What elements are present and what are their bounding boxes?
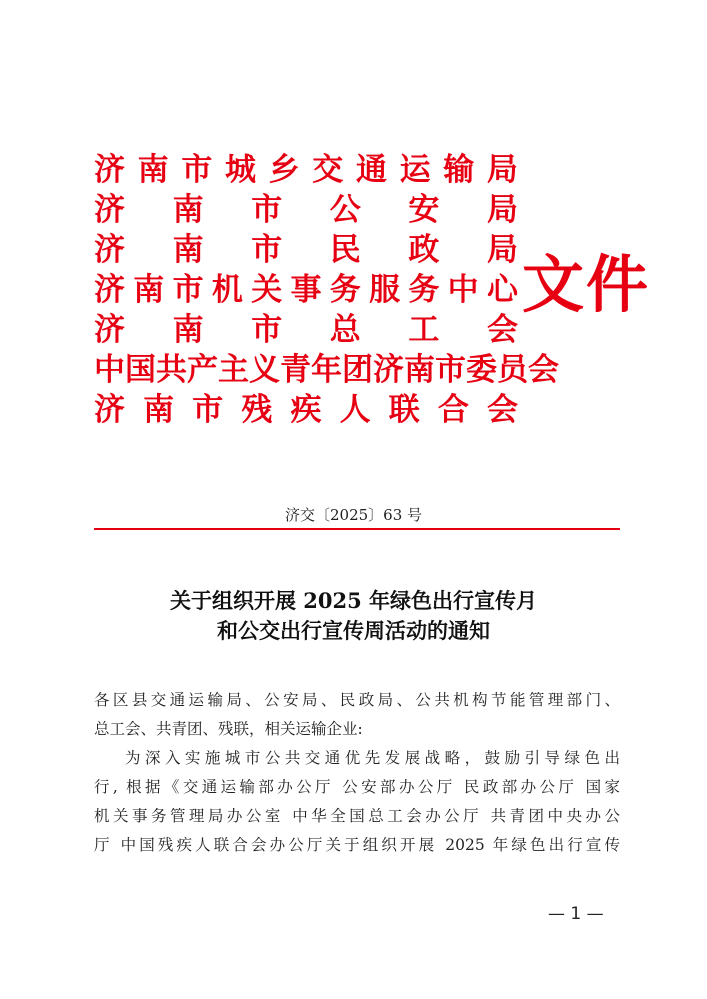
issuer-federation-of-trade-unions xyxy=(94,310,518,350)
issuer-char: 济 xyxy=(94,272,125,308)
notice-title-line-2: 和公交出行宣传周活动的通知 xyxy=(217,618,490,643)
recipients-line-1: 各区县交通运输局、公安局、民政局、公共机构节能管理部门、 xyxy=(94,691,620,709)
issuer-char: 产 xyxy=(187,352,218,388)
issuer-char: 会 xyxy=(486,312,518,348)
issuer-char: 南 xyxy=(172,192,204,228)
issuer-char: 安 xyxy=(408,192,440,228)
paragraph-1-line-2: 行, 根据《交通运输部办公厅 公安部办公厅 民政部办公厅 国家 xyxy=(94,778,620,796)
issuer-char: 交 xyxy=(312,152,344,188)
issuer-char: 南 xyxy=(172,232,204,268)
issuer-char: 事 xyxy=(290,272,322,308)
issuer-char: 南 xyxy=(143,392,175,428)
issuer-civil-affairs-bureau xyxy=(94,230,518,270)
issuer-char: 青 xyxy=(280,352,311,388)
issuer-char: 关 xyxy=(251,272,283,308)
issuer-char: 主 xyxy=(218,352,249,388)
issuer-char: 市 xyxy=(251,192,283,228)
issuer-char: 南 xyxy=(172,312,204,348)
issuer-char: 务 xyxy=(408,272,440,308)
issuer-government-affairs-center xyxy=(94,270,518,310)
page-number: — 1 — xyxy=(548,904,604,924)
document-type-label: 文件 xyxy=(522,248,651,321)
notice-title-line-1: 关于组织开展 2025 年绿色出行宣传月 xyxy=(169,588,538,613)
issuer-char: 团 xyxy=(342,352,373,388)
paragraph-1-line-3: 机关事务管理局办公室 中华全国总工会办公厅 共青团中央办公 xyxy=(94,807,620,825)
issuer-char: 运 xyxy=(399,152,431,188)
issuer-char: 南 xyxy=(404,352,435,388)
issuer-char: 南 xyxy=(133,272,165,308)
issuer-char: 联 xyxy=(388,392,420,428)
issuer-char: 疾 xyxy=(290,392,322,428)
notice-title xyxy=(0,586,707,646)
issuer-char: 中 xyxy=(94,352,125,388)
issuer-char: 济 xyxy=(94,232,125,268)
issuer-char: 局 xyxy=(486,232,518,268)
issuer-char: 义 xyxy=(249,352,280,388)
issuer-char: 总 xyxy=(329,312,361,348)
recipients-line-2: 总工会、共青团、残联，相关运输企业: xyxy=(94,720,363,738)
issuer-char: 员 xyxy=(497,352,528,388)
issuer-char: 政 xyxy=(408,232,440,268)
issuer-char: 合 xyxy=(437,392,469,428)
issuer-char: 济 xyxy=(94,392,125,428)
issuer-char: 济 xyxy=(373,352,404,388)
issuer-char: 工 xyxy=(408,312,440,348)
notice-body xyxy=(94,686,620,860)
issuer-char: 市 xyxy=(251,312,283,348)
issuer-char: 局 xyxy=(486,152,518,188)
issuer-char: 城 xyxy=(224,152,256,188)
issuer-char: 年 xyxy=(311,352,342,388)
issuer-char: 残 xyxy=(241,392,273,428)
issuer-char: 会 xyxy=(528,352,559,388)
issuer-char: 共 xyxy=(156,352,187,388)
issuer-disabled-persons-federation xyxy=(94,390,518,430)
issuer-char: 输 xyxy=(443,152,475,188)
issuer-char: 通 xyxy=(355,152,387,188)
red-separator-line xyxy=(94,528,620,530)
issuer-char: 务 xyxy=(329,272,361,308)
issuer-char: 局 xyxy=(486,192,518,228)
issuer-char: 心 xyxy=(486,272,518,308)
paragraph-1-line-4: 厅 中国残疾人联合会办公厅关于组织开展 2025 年绿色出行宣传 xyxy=(94,836,620,854)
document-number: 济交〔2025〕63 号 xyxy=(284,506,423,524)
issuing-authorities xyxy=(94,150,559,430)
issuer-char: 市 xyxy=(181,152,213,188)
issuer-char: 南 xyxy=(137,152,169,188)
issuer-char: 服 xyxy=(369,272,401,308)
issuer-char: 市 xyxy=(172,272,204,308)
issuer-char: 市 xyxy=(435,352,466,388)
issuer-public-security-bureau xyxy=(94,190,518,230)
issuer-char: 人 xyxy=(339,392,371,428)
issuer-char: 济 xyxy=(94,192,125,228)
issuer-char: 委 xyxy=(466,352,497,388)
issuer-char: 公 xyxy=(329,192,361,228)
issuer-transport-bureau xyxy=(94,150,518,190)
issuer-char: 民 xyxy=(329,232,361,268)
issuer-char: 国 xyxy=(125,352,156,388)
issuer-char: 机 xyxy=(211,272,243,308)
issuer-char: 济 xyxy=(94,152,125,188)
paragraph-1-line-1: 为深入实施城市公共交通优先发展战略，鼓励引导绿色出 xyxy=(125,749,620,767)
issuer-char: 乡 xyxy=(268,152,300,188)
issuer-char: 中 xyxy=(447,272,479,308)
issuer-char: 济 xyxy=(94,312,125,348)
issuer-char: 市 xyxy=(251,232,283,268)
issuer-char: 市 xyxy=(192,392,224,428)
issuer-char: 会 xyxy=(487,392,518,428)
issuer-youth-league xyxy=(94,350,559,390)
